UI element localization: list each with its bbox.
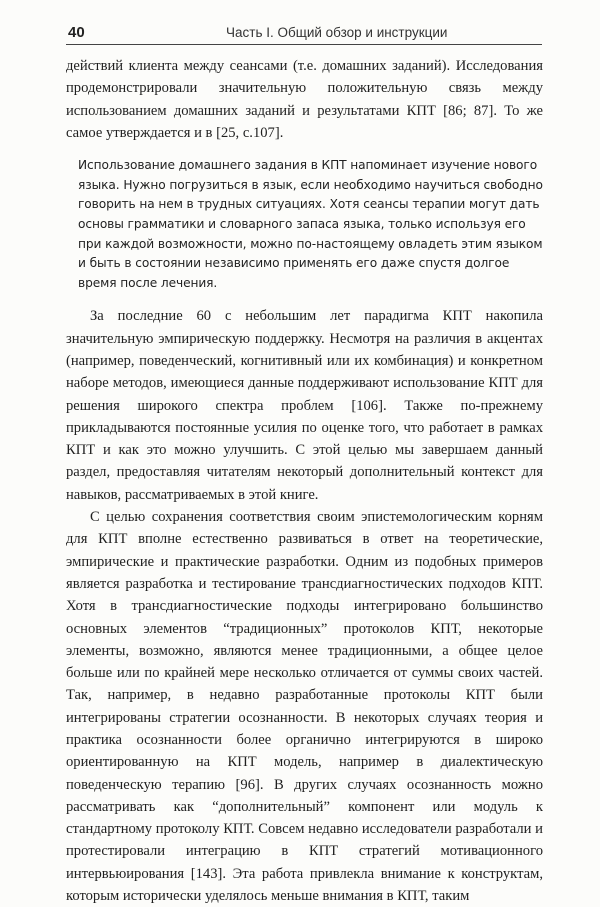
page-number: 40 [68, 24, 85, 41]
block-quote: Использование домашнего задания в КПТ напоминает изучение нового языка. Нужно погрузиться в язык, если необходимо научиться свободно говорить на нем в трудных ситуациях. Хотя сеансы терапии могут дать основы грамматики и словарного запаса языка, только используя его при каждой возможности, можно по-настоящему овладеть этим языком и быть в состоянии независимо применять его даже спустя долгое время после лечения. [78, 158, 543, 290]
page-header [0, 0, 600, 46]
paragraph-transdiagnostic: С целью сохранения соответствия своим эпистемологическим корням для КПТ вполне естественно развиваться в ответ на теоретические, эмпирические и практические разработки. Одним из подобных примеров является разработка и тестирование трансдиагностических подходов КПТ. Хотя в трансдиагностические подходы интегрировано большинство основных элементов “традиционных” протоколов КПТ, некоторые элементы, возможно, являются менее традиционными, а общее целое больше или по крайней мере несколько отличается от суммы своих частей. Так, например, в недавно разработанные протоколы КПТ были интегрированы стратегии осознанности. В некоторых случаях теория и практика осознанности более органично интегрируются в широко ориентированную на КПТ модель, например в диалектическую поведенческую терапию [96]. В других случаях осознанность можно рассматривать как “дополнительный” компонент или модуль к стандартному протоколу КПТ. Совсем недавно исследователи разработали и протестировали интеграцию в КПТ стратегий мотивационного интервьюирования [143]. Эта работа привлекла внимание к конструктам, которым исторически уделялось меньше внимания в КПТ, таким [66, 509, 543, 905]
page-body [66, 55, 543, 907]
paragraph-cbt-evidence: За последние 60 с небольшим лет парадигма КПТ накопила значительную эмпирическую поддержку. Несмотря на различия в акцентах (например, поведенческий, когнитивный или их комбинация) и конкретном наборе методов, имеющиеся данные поддерживают использование КПТ для решения широкого спектра проблем [106]. Также по-прежнему прикладываются постоянные усилия по оценке того, что работает в рамках КПТ и как это можно улучшить. С этой целью мы завершаем данный раздел, предоставляя читателям некоторый дополнительный контекст для навыков, рассматриваемых в этой книге. [66, 308, 543, 503]
header-rule [66, 44, 542, 45]
running-title: Часть I. Общий обзор и инструкции [226, 25, 448, 40]
paragraph-continuation: действий клиента между сеансами (т.е. домашних заданий). Исследования продемонстрировали значительную положительную связь между использованием домашних заданий и результатами КПТ [86; 87]. То же самое утверждается и в [25, с.107]. [66, 58, 543, 141]
